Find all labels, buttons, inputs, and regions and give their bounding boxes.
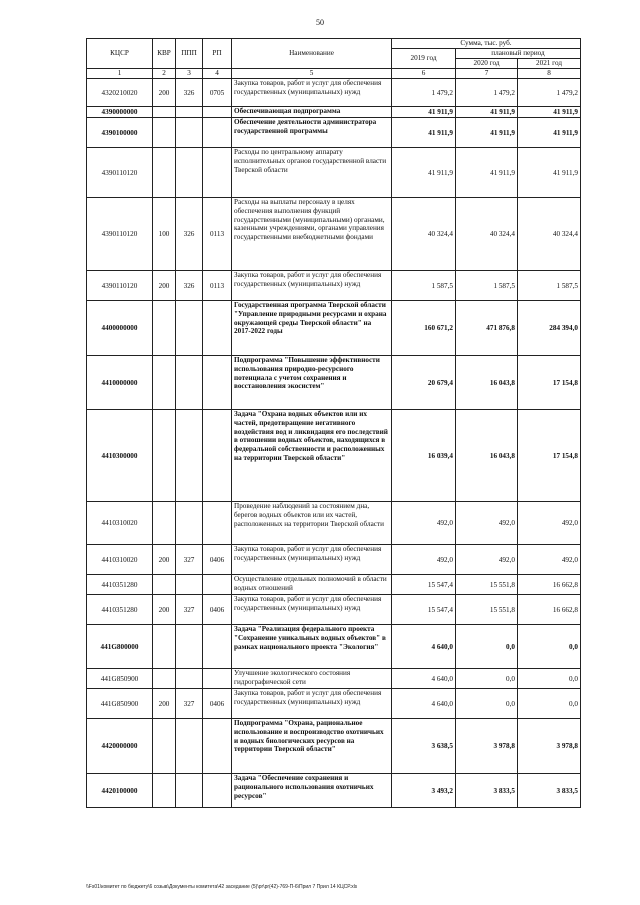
value-2019-cell: 15 547,4 <box>392 595 456 625</box>
value-2021-cell: 17 154,8 <box>518 356 581 410</box>
table-row <box>87 575 581 595</box>
value-2020-cell: 471 876,8 <box>456 301 518 356</box>
column-number: 6 <box>392 69 456 79</box>
kvr-cell <box>153 118 176 148</box>
kcsr-cell: 4410351280 <box>87 575 153 595</box>
table-row <box>87 301 581 356</box>
header-rp: РП <box>203 39 232 69</box>
ppp-cell <box>176 107 203 118</box>
value-2021-cell: 0,0 <box>518 669 581 689</box>
ppp-cell <box>176 410 203 502</box>
name-cell: Проведение наблюдений за состоянием дна, берегов водных объектов или их частей, расположенных на территории Тверской области <box>232 502 392 545</box>
rp-cell: 0705 <box>203 79 232 107</box>
ppp-cell <box>176 774 203 808</box>
header-kvr: КВР <box>153 39 176 69</box>
value-2019-cell: 20 679,4 <box>392 356 456 410</box>
ppp-cell: 327 <box>176 689 203 719</box>
kvr-cell: 200 <box>153 545 176 575</box>
kcsr-cell: 4410351280 <box>87 595 153 625</box>
ppp-cell <box>176 301 203 356</box>
table-row <box>87 502 581 545</box>
name-cell: Расходы на выплаты персоналу в целях обеспечения выполнения функций государственными (муниципальными) органами, казенными учреждениями, органами управления государственными внебюджетными фондами <box>232 198 392 271</box>
kcsr-cell: 4410310020 <box>87 502 153 545</box>
kcsr-cell: 4390110120 <box>87 198 153 271</box>
kcsr-cell: 4390110120 <box>87 271 153 301</box>
column-number: 5 <box>232 69 392 79</box>
rp-cell <box>203 575 232 595</box>
rp-cell <box>203 669 232 689</box>
value-2020-cell: 41 911,9 <box>456 118 518 148</box>
kvr-cell <box>153 301 176 356</box>
ppp-cell <box>176 669 203 689</box>
kvr-cell <box>153 356 176 410</box>
value-2021-cell: 3 978,8 <box>518 719 581 774</box>
table-body <box>87 79 581 808</box>
rp-cell <box>203 148 232 198</box>
header-ppp: ППП <box>176 39 203 69</box>
value-2019-cell: 4 640,0 <box>392 669 456 689</box>
kvr-cell: 200 <box>153 271 176 301</box>
kcsr-cell: 4420000000 <box>87 719 153 774</box>
ppp-cell <box>176 719 203 774</box>
name-cell: Улучшение экологического состояния гидрографической сети <box>232 669 392 689</box>
value-2020-cell: 16 043,8 <box>456 356 518 410</box>
kcsr-cell: 4410310020 <box>87 545 153 575</box>
value-2020-cell: 1 587,5 <box>456 271 518 301</box>
kcsr-cell: 441G850900 <box>87 689 153 719</box>
header-name: Наименование <box>232 39 392 69</box>
table-header <box>87 39 581 79</box>
ppp-cell: 326 <box>176 271 203 301</box>
name-cell: Задача "Реализация федерального проекта "Сохранение уникальных водных объектов" в рамках национального проекта "Экология" <box>232 625 392 669</box>
value-2020-cell: 0,0 <box>456 669 518 689</box>
ppp-cell <box>176 502 203 545</box>
name-cell: Подпрограмма "Повышение эффективности использования природно-ресурсного потенциала с учетом сохранения и восстановления экосистем" <box>232 356 392 410</box>
kvr-cell <box>153 148 176 198</box>
ppp-cell <box>176 148 203 198</box>
value-2020-cell: 40 324,4 <box>456 198 518 271</box>
column-number: 1 <box>87 69 153 79</box>
table-row <box>87 625 581 669</box>
value-2020-cell: 0,0 <box>456 625 518 669</box>
value-2019-cell: 15 547,4 <box>392 575 456 595</box>
column-number: 2 <box>153 69 176 79</box>
value-2021-cell: 492,0 <box>518 545 581 575</box>
kvr-cell <box>153 625 176 669</box>
value-2021-cell: 1 587,5 <box>518 271 581 301</box>
name-cell: Задача "Охрана водных объектов или их частей, предотвращение негативного воздействия вод и ликвидация его последствий в отношении водных объектов, находящихся в федеральной собственности и расположенных на территории Тверской области" <box>232 410 392 502</box>
table-row <box>87 198 581 271</box>
ppp-cell <box>176 118 203 148</box>
value-2021-cell: 3 833,5 <box>518 774 581 808</box>
value-2020-cell: 16 043,8 <box>456 410 518 502</box>
table-row <box>87 148 581 198</box>
kcsr-cell: 4390110120 <box>87 148 153 198</box>
value-2019-cell: 1 587,5 <box>392 271 456 301</box>
header-year-2019: 2019 год <box>392 49 456 69</box>
name-cell: Подпрограмма "Охрана, рациональное использование и воспроизводство охотничьих и водных биологических ресурсов на территории Тверской области" <box>232 719 392 774</box>
ppp-cell: 327 <box>176 545 203 575</box>
value-2020-cell: 15 551,8 <box>456 575 518 595</box>
name-cell: Обеспечение деятельности администратора государственной программы <box>232 118 392 148</box>
kvr-cell <box>153 719 176 774</box>
kvr-cell <box>153 575 176 595</box>
footer-file-path: \\Fs01\комитет по бюджету\6 созыв\Документы комитета\42 заседание (5)\pr\pr(42)-769-П-6\Прил 7 Прил 14 КЦСР.xls <box>86 884 358 890</box>
value-2019-cell: 4 640,0 <box>392 625 456 669</box>
value-2020-cell: 1 479,2 <box>456 79 518 107</box>
name-cell: Закупка товаров, работ и услуг для обеспечения государственных (муниципальных) нужд <box>232 545 392 575</box>
value-2021-cell: 16 662,8 <box>518 575 581 595</box>
table-row <box>87 689 581 719</box>
kvr-cell: 200 <box>153 595 176 625</box>
rp-cell <box>203 356 232 410</box>
value-2019-cell: 3 638,5 <box>392 719 456 774</box>
kcsr-cell: 441G850900 <box>87 669 153 689</box>
kvr-cell <box>153 774 176 808</box>
kcsr-cell: 4420100000 <box>87 774 153 808</box>
kvr-cell: 200 <box>153 689 176 719</box>
value-2021-cell: 0,0 <box>518 625 581 669</box>
name-cell: Закупка товаров, работ и услуг для обеспечения государственных (муниципальных) нужд <box>232 689 392 719</box>
kcsr-cell: 441G800000 <box>87 625 153 669</box>
kvr-cell <box>153 669 176 689</box>
value-2019-cell: 3 493,2 <box>392 774 456 808</box>
rp-cell <box>203 502 232 545</box>
value-2021-cell: 41 911,9 <box>518 148 581 198</box>
kvr-cell <box>153 410 176 502</box>
rp-cell <box>203 410 232 502</box>
name-cell: Закупка товаров, работ и услуг для обеспечения государственных (муниципальных) нужд <box>232 595 392 625</box>
kcsr-cell: 4390000000 <box>87 107 153 118</box>
value-2019-cell: 40 324,4 <box>392 198 456 271</box>
value-2021-cell: 41 911,9 <box>518 107 581 118</box>
rp-cell: 0113 <box>203 271 232 301</box>
value-2021-cell: 1 479,2 <box>518 79 581 107</box>
table-row <box>87 595 581 625</box>
value-2019-cell: 41 911,9 <box>392 148 456 198</box>
table-row <box>87 79 581 107</box>
rp-cell <box>203 118 232 148</box>
kcsr-cell: 4410300000 <box>87 410 153 502</box>
value-2019-cell: 492,0 <box>392 502 456 545</box>
column-number: 8 <box>518 69 581 79</box>
kvr-cell: 100 <box>153 198 176 271</box>
ppp-cell: 326 <box>176 79 203 107</box>
value-2021-cell: 284 394,0 <box>518 301 581 356</box>
name-cell: Расходы по центральному аппарату исполнительных органов государственной власти Тверской области <box>232 148 392 198</box>
rp-cell <box>203 774 232 808</box>
kcsr-cell: 4390100000 <box>87 118 153 148</box>
rp-cell: 0406 <box>203 595 232 625</box>
value-2020-cell: 492,0 <box>456 545 518 575</box>
name-cell: Задача "Обеспечение сохранения и рационального использования охотничьих ресурсов" <box>232 774 392 808</box>
value-2019-cell: 4 640,0 <box>392 689 456 719</box>
value-2021-cell: 0,0 <box>518 689 581 719</box>
value-2020-cell: 3 833,5 <box>456 774 518 808</box>
value-2020-cell: 41 911,9 <box>456 107 518 118</box>
header-kcsr: КЦСР <box>87 39 153 69</box>
value-2020-cell: 0,0 <box>456 689 518 719</box>
header-year-2020: 2020 год <box>456 59 518 69</box>
kcsr-cell: 4410000000 <box>87 356 153 410</box>
ppp-cell <box>176 356 203 410</box>
name-cell: Государственная программа Тверской области "Управление природными ресурсами и охрана окружающей среды Тверской области" на 2017-2022 годы <box>232 301 392 356</box>
rp-cell <box>203 107 232 118</box>
table-row <box>87 356 581 410</box>
value-2019-cell: 492,0 <box>392 545 456 575</box>
header-planned-period: плановый период <box>456 49 581 59</box>
kcsr-cell: 4320210020 <box>87 79 153 107</box>
ppp-cell <box>176 625 203 669</box>
value-2019-cell: 160 671,2 <box>392 301 456 356</box>
table-row <box>87 545 581 575</box>
name-cell: Закупка товаров, работ и услуг для обеспечения государственных (муниципальных) нужд <box>232 271 392 301</box>
kvr-cell: 200 <box>153 79 176 107</box>
table-row <box>87 719 581 774</box>
table-row <box>87 271 581 301</box>
name-cell: Закупка товаров, работ и услуг для обеспечения государственных (муниципальных) нужд <box>232 79 392 107</box>
column-number: 7 <box>456 69 518 79</box>
value-2020-cell: 41 911,9 <box>456 148 518 198</box>
table-row <box>87 669 581 689</box>
value-2020-cell: 492,0 <box>456 502 518 545</box>
value-2021-cell: 41 911,9 <box>518 118 581 148</box>
table-row <box>87 107 581 118</box>
value-2021-cell: 16 662,8 <box>518 595 581 625</box>
kvr-cell <box>153 502 176 545</box>
rp-cell: 0406 <box>203 545 232 575</box>
column-number: 4 <box>203 69 232 79</box>
value-2020-cell: 3 978,8 <box>456 719 518 774</box>
kvr-cell <box>153 107 176 118</box>
value-2019-cell: 41 911,9 <box>392 118 456 148</box>
ppp-cell <box>176 575 203 595</box>
value-2019-cell: 1 479,2 <box>392 79 456 107</box>
page-number: 50 <box>316 18 324 27</box>
header-year-2021: 2021 год <box>518 59 581 69</box>
ppp-cell: 326 <box>176 198 203 271</box>
header-sum: Сумма, тыс. руб. <box>392 39 581 49</box>
table-row <box>87 774 581 808</box>
value-2021-cell: 17 154,8 <box>518 410 581 502</box>
value-2020-cell: 15 551,8 <box>456 595 518 625</box>
ppp-cell: 327 <box>176 595 203 625</box>
rp-cell: 0406 <box>203 689 232 719</box>
rp-cell <box>203 625 232 669</box>
rp-cell <box>203 719 232 774</box>
value-2021-cell: 492,0 <box>518 502 581 545</box>
value-2019-cell: 41 911,9 <box>392 107 456 118</box>
budget-table <box>86 38 581 808</box>
column-numbers-row <box>87 69 581 79</box>
name-cell: Осуществление отдельных полномочий в области водных отношений <box>232 575 392 595</box>
table-row <box>87 410 581 502</box>
value-2019-cell: 16 039,4 <box>392 410 456 502</box>
value-2021-cell: 40 324,4 <box>518 198 581 271</box>
table-row <box>87 118 581 148</box>
rp-cell <box>203 301 232 356</box>
name-cell: Обеспечивающая подпрограмма <box>232 107 392 118</box>
kcsr-cell: 4400000000 <box>87 301 153 356</box>
column-number: 3 <box>176 69 203 79</box>
rp-cell: 0113 <box>203 198 232 271</box>
